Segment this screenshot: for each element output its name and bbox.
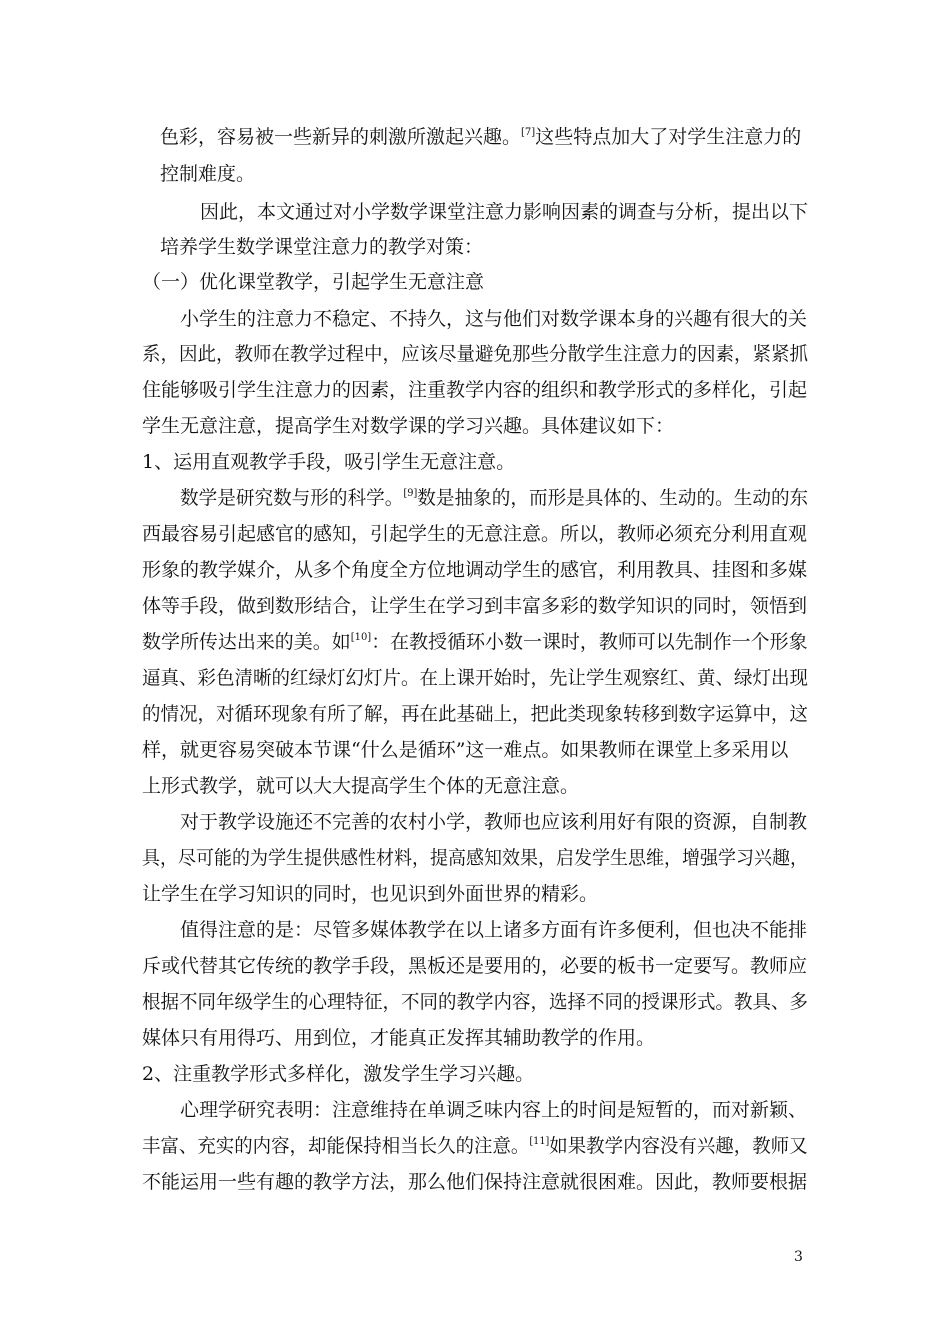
text-line: 色彩，容易被一些新异的刺激所激起兴趣。[7]这些特点加大了对学生注意力的 [160, 126, 802, 148]
text-line: 对于教学设施还不完善的农村小学，教师也应该利用好有限的资源，自制教 [180, 811, 808, 833]
text-line: 西最容易引起感官的感知，引起学生的无意注意。所以，教师必须充分利用直观 [142, 523, 808, 545]
text-line: 上形式教学，就可以大大提高学生个体的无意注意。 [142, 775, 580, 797]
citation: [7] [521, 127, 536, 138]
text-line: 丰富、充实的内容，却能保持相当长久的注意。[11]如果教学内容没有兴趣，教师又 [142, 1135, 808, 1157]
subsection-heading: 1、运用直观教学手段，吸引学生无意注意。 [142, 451, 516, 473]
text-line: 培养学生数学课堂注意力的教学对策： [160, 236, 484, 258]
text-line: 小学生的注意力不稳定、不持久，这与他们对数学课本身的兴趣有很大的关 [180, 308, 808, 330]
text-line: 根据不同年级学生的心理特征，不同的教学内容，选择不同的授课形式。教具、多 [142, 991, 809, 1013]
citation: [9] [403, 488, 418, 499]
text-line: 形象的教学媒介，从多个角度全方位地调动学生的感官，利用教具、挂图和多媒 [142, 559, 808, 581]
text-line: 样，就更容易突破本节课“什么是循环”这一难点。如果教师在课堂上多采用以 [142, 739, 789, 761]
text-line: 让学生在学习知识的同时，也见识到外面世界的精彩。 [142, 883, 599, 905]
text-line: 住能够吸引学生注意力的因素，注重教学内容的组织和教学形式的多样化，引起 [142, 379, 808, 401]
text-line: 控制难度。 [160, 163, 256, 185]
text-line: 体等手段，做到数形结合，让学生在学习到丰富多彩的数学知识的同时，领悟到 [142, 595, 808, 617]
text-line: 数学是研究数与形的科学。[9]数是抽象的，而形是具体的、生动的。生动的东 [180, 487, 809, 509]
citation: [10] [350, 632, 372, 643]
subsection-heading: 2、注重教学形式多样化，激发学生学习兴趣。 [142, 1063, 535, 1085]
text-line: 值得注意的是：尽管多媒体教学在以上诸多方面有许多便利，但也决不能排 [180, 919, 808, 941]
text-line: 不能运用一些有趣的教学方法，那么他们保持注意就很困难。因此，教师要根据 [142, 1171, 808, 1193]
text-line: 系，因此，教师在教学过程中，应该尽量避免那些分散学生注意力的因素，紧紧抓 [142, 343, 809, 365]
text-line: 具，尽可能的为学生提供感性材料，提高感知效果，启发学生思维，增强学习兴趣， [142, 847, 809, 869]
text-line: 的情况，对循环现象有所了解，再在此基础上，把此类现象转移到数字运算中，这 [142, 703, 809, 725]
text-line: 因此，本文通过对小学数学课堂注意力影响因素的调查与分析，提出以下 [200, 201, 809, 223]
text-line: 媒体只有用得巧、用到位，才能真正发挥其辅助教学的作用。 [142, 1027, 656, 1049]
section-heading: （一）优化课堂教学，引起学生无意注意 [142, 271, 485, 293]
text-line: 斥或代替其它传统的教学手段，黑板还是要用的，必要的板书一定要写。教师应 [142, 955, 808, 977]
text-line: 逼真、彩色清晰的红绿灯幻灯片。在上课开始时，先让学生观察红、黄、绿灯出现 [142, 667, 809, 689]
text-line: 数学所传达出来的美。如[10]：在教授循环小数一课时，教师可以先制作一个形象 [142, 631, 808, 653]
page-number: 3 [794, 1249, 803, 1265]
text-line: 心理学研究表明：注意维持在单调乏味内容上的时间是短暂的，而对新颖、 [180, 1099, 808, 1121]
citation: [11] [529, 1136, 550, 1147]
text-line: 学生无意注意，提高学生对数学课的学习兴趣。具体建议如下： [142, 415, 675, 437]
